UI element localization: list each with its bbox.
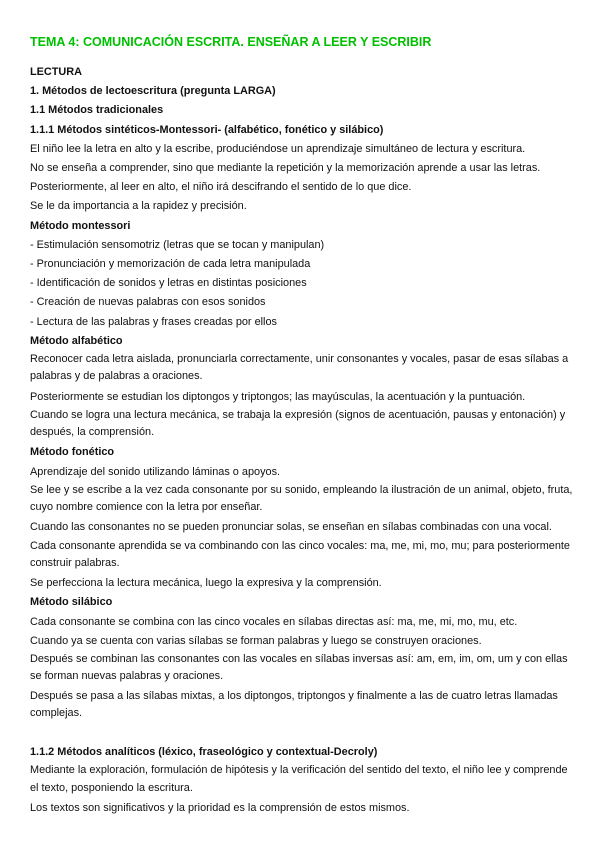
heading-metodo-fonetico: Método fonético (30, 446, 115, 459)
fonetico-paragraph: Se lee y se escribe a la vez cada consonante por su sonido, empleando la ilustración de un animal, objeto, fruta, cuyo nombre comience con la letra por enseñar. (30, 483, 573, 514)
montessori-list-item: - Identificación de sonidos y letras en distintas posiciones (30, 277, 307, 290)
heading-metodos-tradicionales: 1.1 Métodos tradicionales (30, 104, 164, 117)
section-spacer (30, 724, 578, 743)
alfabetico-paragraph: Reconocer cada letra aislada, pronunciarla correctamente, unir consonantes y vocales, pasar de esas sílabas a palabras y de palabras a oraciones. (30, 353, 569, 383)
alfabetico-paragraph: Posteriormente se estudian los diptongos y triptongos; las mayúsculas, la acentuación y la puntuación. (30, 390, 526, 403)
section-heading-lectura: LECTURA (30, 66, 83, 78)
document-body (30, 63, 578, 818)
intro-line: Posteriormente, al leer en alto, el niño irá descifrando el sentido de lo que dice. (30, 181, 412, 194)
silabico-paragraph: Cuando ya se cuenta con varias sílabas se forman palabras y luego se construyen oraciones. (30, 634, 482, 647)
document-title: TEMA 4: COMUNICACIÓN ESCRITA. ENSEÑAR A LEER Y ESCRIBIR (30, 35, 432, 49)
fonetico-paragraph: Aprendizaje del sonido utilizando láminas o apoyos. (30, 465, 281, 478)
fonetico-paragraph: Cuando las consonantes no se pueden pronunciar solas, se enseñan en sílabas combinadas con una vocal. (30, 521, 552, 534)
heading-metodos-sinteticos: 1.1.1 Métodos sintéticos-Montessori- (alfabético, fonético y silábico) (30, 123, 384, 136)
heading-metodo-alfabetico: Método alfabético (30, 334, 123, 347)
fonetico-paragraph: Cada consonante aprendida se va combinando con las cinco vocales: ma, me, mi, mo, mu; para posteriormente construir palabras. (30, 539, 570, 569)
intro-line: Se le da importancia a la rapidez y precisión. (30, 200, 247, 213)
analiticos-paragraph: Mediante la exploración, formulación de hipótesis y la verificación del sentido del texto, el niño lee y comprende el texto, posponiendo la escritura. (30, 764, 568, 794)
silabico-paragraph: Cada consonante se combina con las cinco vocales en sílabas directas así: ma, me, mi, mo, mu, etc. (30, 615, 518, 628)
heading-metodos-analiticos: 1.1.2 Métodos analíticos (léxico, fraseológico y contextual-Decroly) (30, 746, 378, 759)
question-heading: 1. Métodos de lectoescritura (pregunta LARGA) (30, 85, 276, 98)
fonetico-paragraph: Se perfecciona la lectura mecánica, luego la expresiva y la comprensión. (30, 577, 382, 590)
heading-metodo-silabico: Método silábico (30, 596, 113, 609)
intro-line: No se enseña a comprender, sino que mediante la repetición y la memorización aprende a usar las letras. (30, 162, 541, 175)
montessori-list-item: - Creación de nuevas palabras con esos sonidos (30, 296, 266, 309)
montessori-list-item: - Lectura de las palabras y frases creadas por ellos (30, 315, 277, 328)
silabico-paragraph: Después se combinan las consonantes con las vocales en sílabas inversas así: am, em, im, om, um y con ellas se forman nuevas palabras y oraciones. (30, 653, 568, 683)
alfabetico-paragraph: Cuando se logra una lectura mecánica, se trabaja la expresión (signos de acentuación, pausas y entonación) y después, la comprensión. (30, 408, 566, 439)
analiticos-paragraph: Los textos son significativos y la prioridad es la comprensión de estos mismos. (30, 802, 410, 815)
montessori-list-item: - Pronunciación y memorización de cada letra manipulada (30, 258, 311, 271)
heading-metodo-montessori: Método montessori (30, 219, 131, 232)
montessori-list-item: - Estimulación sensomotriz (letras que se tocan y manipulan) (30, 238, 325, 251)
silabico-paragraph: Después se pasa a las sílabas mixtas, a los diptongos, triptongos y finalmente a las de cuatro letras llamadas complejas. (30, 689, 558, 719)
intro-line: El niño lee la letra en alto y la escribe, produciéndose un aprendizaje simultáneo de lectura y escritura. (30, 142, 526, 155)
